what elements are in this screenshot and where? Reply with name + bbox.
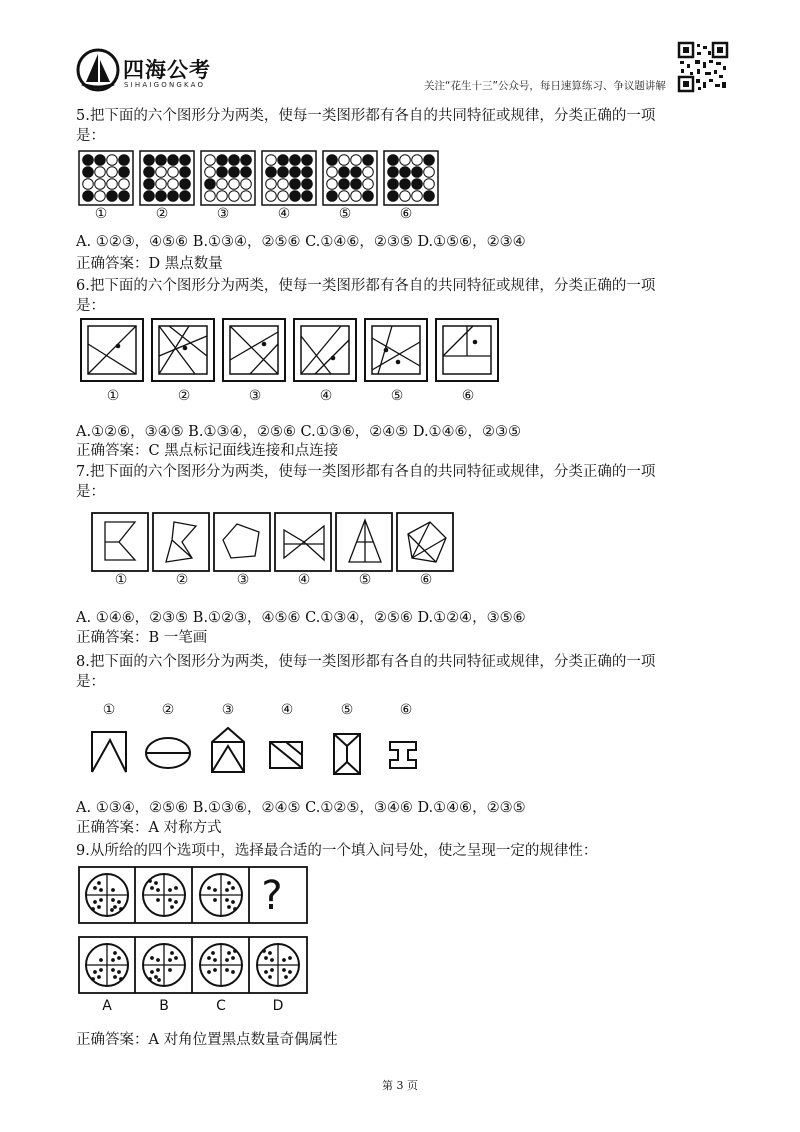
- q9-dot: [264, 956, 268, 960]
- q7-stem-cont: 是：: [76, 484, 105, 500]
- figure-label: ②: [177, 388, 191, 404]
- q9-dot: [268, 975, 272, 979]
- q6-dot: [473, 340, 478, 345]
- q5-figure: [140, 151, 194, 205]
- q6-dot: [183, 346, 188, 351]
- figure-label: ③: [236, 572, 250, 588]
- q5-dot: [412, 167, 423, 178]
- q9-dot: [207, 970, 211, 974]
- q7-frame: [214, 513, 270, 571]
- q9-dot: [231, 900, 235, 904]
- q6-options: A.①②⑥，③④⑤ B.①③④，②⑤⑥ C.①③⑥，②④⑤ D.①④⑥，②③⑤: [76, 424, 522, 440]
- q9-dot: [231, 970, 235, 974]
- q6-stem: 6.把下面的六个图形分为两类，使每一类图形都有各自的共同特征或规律，分类正确的一项: [76, 278, 656, 294]
- q9-dot: [233, 907, 237, 911]
- q5-dot: [400, 155, 411, 166]
- q6-dot: [396, 360, 401, 365]
- q5-dot: [302, 179, 313, 190]
- q9-dot: [113, 951, 117, 955]
- q9-dot: [225, 898, 229, 902]
- q5-dot: [119, 179, 130, 190]
- q9-dot: [93, 900, 97, 904]
- q9-dot: [270, 968, 274, 972]
- q9-dot: [231, 956, 235, 960]
- qr-code-icon: [678, 42, 728, 92]
- q9-dot: [150, 886, 154, 890]
- q9-dot: [174, 956, 178, 960]
- q5-dot: [363, 167, 374, 178]
- q5-dot: [241, 155, 252, 166]
- figure-label: ②: [175, 572, 189, 588]
- q5-dot: [241, 191, 252, 202]
- q9-option-figure: [86, 944, 128, 986]
- q5-dot: [388, 155, 399, 166]
- q5-options: A. ①②③，④⑤⑥ B.①③④，②⑤⑥ C.①④⑥，②③⑤ D.①⑤⑥，②③④: [76, 234, 526, 250]
- q6-dot: [384, 348, 389, 353]
- q6-answer: 正确答案：C 黑点标记面线连接和点连接: [76, 443, 339, 459]
- q5-dot: [266, 155, 277, 166]
- q5-dot: [229, 155, 240, 166]
- q8-shape: [270, 742, 302, 768]
- q5-dot: [339, 167, 350, 178]
- q5-figure: [79, 151, 133, 205]
- figure-label: ①: [94, 206, 108, 222]
- q5-answer: 正确答案：D 黑点数量: [76, 256, 223, 272]
- q5-dot: [95, 167, 106, 178]
- figure-label: ④: [277, 206, 291, 222]
- q6-dot: [262, 342, 267, 347]
- q5-dot: [351, 191, 362, 202]
- figure-label: ①: [102, 702, 116, 718]
- q5-dot: [266, 179, 277, 190]
- q5-dot: [241, 167, 252, 178]
- q7-figure: [397, 513, 453, 571]
- q5-stem-cont: 是：: [76, 128, 105, 144]
- q5-dot: [278, 191, 289, 202]
- q9-dot: [264, 970, 268, 974]
- figure-label: ④: [280, 702, 294, 718]
- q9-dot: [156, 958, 160, 962]
- sailboat-logo-icon: [76, 48, 120, 92]
- q5-dot: [168, 155, 179, 166]
- q5-dot: [400, 191, 411, 202]
- q8-shape: [390, 742, 416, 768]
- q5-figure: [201, 151, 255, 205]
- q9-dot: [168, 968, 172, 972]
- figure-label: ③: [216, 206, 230, 222]
- q5-dot: [144, 179, 155, 190]
- q5-dot: [412, 179, 423, 190]
- q6-dot: [116, 344, 121, 349]
- q9-dot: [156, 888, 160, 892]
- q9-dot: [113, 905, 117, 909]
- q5-stem: 5.把下面的六个图形分为两类，使每一类图形都有各自的共同特征或规律，分类正确的一项: [76, 108, 656, 124]
- q5-dot: [278, 179, 289, 190]
- q5-dot: [363, 155, 374, 166]
- q5-dot: [400, 167, 411, 178]
- q7-frame: [153, 513, 209, 571]
- q5-dot: [302, 155, 313, 166]
- q9-dot: [213, 888, 217, 892]
- q6-dot: [331, 356, 336, 361]
- q9-dot: [93, 970, 97, 974]
- q9-choice-label: C: [216, 998, 226, 1014]
- q9-dot: [111, 888, 115, 892]
- q8-stem-cont: 是：: [76, 674, 105, 690]
- q5-dot: [351, 167, 362, 178]
- q5-dot: [327, 167, 338, 178]
- figure-label: ①: [114, 572, 128, 588]
- figure-label: ⑤: [358, 572, 372, 588]
- q8-figure: [334, 734, 360, 774]
- q9-dot: [227, 881, 231, 885]
- logo-subtitle: SIHAIGONGKAO: [124, 81, 206, 89]
- q9-dot: [113, 975, 117, 979]
- q9-dot: [150, 970, 154, 974]
- figure-label: ⑥: [399, 702, 413, 718]
- figure-label: ⑤: [390, 388, 404, 404]
- q9-dot: [91, 977, 95, 981]
- q9-option-figure: [200, 944, 242, 986]
- q9-dot: [111, 898, 115, 902]
- q9-dot: [111, 958, 115, 962]
- q9-dot: [117, 970, 121, 974]
- q6-outer-frame: [365, 319, 427, 381]
- q5-dot: [107, 167, 118, 178]
- q5-dot: [278, 155, 289, 166]
- q6-stem-cont: 是：: [76, 298, 105, 314]
- q5-dot: [217, 179, 228, 190]
- q5-dot: [339, 191, 350, 202]
- q9-dot: [156, 898, 160, 902]
- q5-dot: [180, 179, 191, 190]
- q9-dot: [213, 968, 217, 972]
- q5-dot: [241, 179, 252, 190]
- q5-dot: [168, 167, 179, 178]
- q9-dot: [170, 905, 174, 909]
- q5-dot: [229, 191, 240, 202]
- q6-figure: [436, 319, 498, 381]
- q7-figure: [336, 513, 392, 571]
- q5-dot: [339, 155, 350, 166]
- q5-dot: [388, 179, 399, 190]
- q9-choice-label: D: [272, 998, 284, 1014]
- q9-dot: [170, 951, 174, 955]
- q9-dot: [207, 956, 211, 960]
- q9-option-figure: [143, 944, 185, 986]
- q9-dot: [282, 958, 286, 962]
- figure-label: ⑥: [419, 572, 433, 588]
- q7-figure: [214, 513, 270, 571]
- q7-figure: [275, 513, 331, 571]
- q9-dot: [168, 888, 172, 892]
- q5-dot: [205, 155, 216, 166]
- q9-dot: [119, 977, 123, 981]
- q5-dot: [290, 191, 301, 202]
- q9-dot: [148, 977, 152, 981]
- q9-dot: [110, 908, 114, 912]
- q9-dot: [97, 975, 101, 979]
- q9-dot: [227, 951, 231, 955]
- q5-dot: [351, 155, 362, 166]
- q8-figures: [90, 728, 450, 778]
- q9-dot: [288, 956, 292, 960]
- q5-dot: [119, 167, 130, 178]
- q5-dot: [412, 155, 423, 166]
- q5-dot: [95, 191, 106, 202]
- q9-dot: [213, 898, 217, 902]
- q5-dot: [156, 167, 167, 178]
- q9-dot: [117, 900, 121, 904]
- figure-label: ⑥: [399, 206, 413, 222]
- q6-figure: [294, 319, 356, 381]
- q7-figure: [153, 513, 209, 571]
- q9-dot: [211, 951, 215, 955]
- q9-dot: [154, 975, 158, 979]
- q9-stem: 9.从所给的四个选项中，选择最合适的一个填入问号处，使之呈现一定的规律性：: [76, 843, 598, 859]
- q5-dot: [327, 191, 338, 202]
- q9-dot: [156, 968, 160, 972]
- page-number: 第 3 页: [382, 1079, 418, 1092]
- q6-figure: [365, 319, 427, 381]
- q5-dot: [424, 179, 435, 190]
- q9-dot: [150, 956, 154, 960]
- q9-dot: [99, 958, 103, 962]
- q7-options: A. ①④⑥，②③⑤ B.①②③，④⑤⑥ C.①③④，②⑤⑥ D.①②④，③⑤⑥: [76, 610, 526, 626]
- q5-dot: [205, 167, 216, 178]
- q5-dot: [424, 167, 435, 178]
- figure-label: ②: [161, 702, 175, 718]
- q9-dot: [174, 900, 178, 904]
- header-tagline: 关注“花生十三”公众号，每日速算练习、争议题讲解: [424, 80, 666, 92]
- q9-dot: [284, 975, 288, 979]
- q5-dot: [156, 191, 167, 202]
- q7-answer: 正确答案：B 一笔画: [76, 630, 208, 646]
- q9-dot: [174, 886, 178, 890]
- q5-dot: [180, 191, 191, 202]
- q5-dot: [168, 191, 179, 202]
- q9-figure: [143, 874, 185, 916]
- q5-figure: [323, 151, 377, 205]
- q9-choice-label: A: [102, 998, 112, 1014]
- q5-dot: [424, 191, 435, 202]
- q9-dot: [268, 951, 272, 955]
- q9-dot: [231, 886, 235, 890]
- q9-dot: [270, 958, 274, 962]
- q8-figure: [390, 742, 416, 768]
- q5-dot: [144, 155, 155, 166]
- figure-label: ⑥: [461, 388, 475, 404]
- q9-dot: [233, 949, 237, 953]
- q6-figure: [223, 319, 285, 381]
- q9-dot: [99, 898, 103, 902]
- q5-dot: [302, 191, 313, 202]
- q5-figures: [78, 150, 438, 210]
- q5-dot: [339, 179, 350, 190]
- q5-dot: [83, 155, 94, 166]
- q9-dot: [157, 978, 161, 982]
- q9-dot: [213, 958, 217, 962]
- q5-dot: [388, 167, 399, 178]
- q8-shape: [212, 728, 244, 772]
- q5-dot: [119, 155, 130, 166]
- q5-dot: [180, 155, 191, 166]
- q5-dot: [217, 167, 228, 178]
- q5-dot: [412, 191, 423, 202]
- q5-dot: [217, 191, 228, 202]
- figure-label: ⑤: [340, 702, 354, 718]
- header: [0, 0, 800, 100]
- q7-figures: [91, 512, 461, 578]
- q9-dot: [117, 956, 121, 960]
- q8-stem: 8.把下面的六个图形分为两类，使每一类图形都有各自的共同特征或规律，分类正确的一项: [76, 654, 656, 670]
- q5-dot: [327, 155, 338, 166]
- q5-dot: [229, 179, 240, 190]
- q5-dot: [278, 167, 289, 178]
- q8-figure: [92, 732, 126, 772]
- q5-dot: [95, 179, 106, 190]
- q5-dot: [290, 167, 301, 178]
- q9-dot: [93, 886, 97, 890]
- q5-dot: [144, 167, 155, 178]
- q9-figure: [86, 874, 128, 916]
- q5-dot: [363, 179, 374, 190]
- figure-label: ④: [297, 572, 311, 588]
- figure-label: ④: [319, 388, 333, 404]
- q5-dot: [95, 155, 106, 166]
- q5-dot: [266, 167, 277, 178]
- q5-figure: [384, 151, 438, 205]
- q5-dot: [290, 179, 301, 190]
- q5-dot: [290, 155, 301, 166]
- q9-dot: [225, 968, 229, 972]
- q9-dot: [154, 881, 158, 885]
- q5-dot: [388, 191, 399, 202]
- figure-label: ③: [221, 702, 235, 718]
- q9-dot: [148, 879, 152, 883]
- q9-dot: [99, 968, 103, 972]
- q5-dot: [217, 155, 228, 166]
- q9-dot: [227, 905, 231, 909]
- q5-dot: [168, 179, 179, 190]
- q9-dot: [91, 907, 95, 911]
- q5-dot: [327, 179, 338, 190]
- q9-dot: [207, 886, 211, 890]
- q5-dot: [156, 155, 167, 166]
- q9-choice-label: B: [159, 998, 169, 1014]
- q9-dot: [288, 970, 292, 974]
- q9-dot: [168, 898, 172, 902]
- q8-figure: [212, 728, 244, 772]
- q5-dot: [363, 191, 374, 202]
- q5-dot: [180, 167, 191, 178]
- q5-dot: [119, 191, 130, 202]
- q5-dot: [156, 179, 167, 190]
- q5-dot: [205, 191, 216, 202]
- q9-dot: [225, 958, 229, 962]
- q9-question-mark: ?: [261, 873, 283, 919]
- q5-dot: [400, 179, 411, 190]
- q9-dot: [111, 968, 115, 972]
- q5-dot: [229, 167, 240, 178]
- q9-dot: [99, 888, 103, 892]
- q5-dot: [144, 191, 155, 202]
- q8-figure: [146, 738, 190, 768]
- q5-dot: [351, 179, 362, 190]
- q6-figure: [81, 319, 143, 381]
- logo-name: 四海公考: [123, 58, 211, 82]
- q7-stem: 7.把下面的六个图形分为两类，使每一类图形都有各自的共同特征或规律，分类正确的一项: [76, 464, 656, 480]
- q5-dot: [424, 155, 435, 166]
- q9-dot: [282, 968, 286, 972]
- q5-dot: [83, 167, 94, 178]
- figure-label: ②: [155, 206, 169, 222]
- q5-dot: [83, 179, 94, 190]
- q9-dot: [225, 888, 229, 892]
- q9-options: [78, 936, 308, 996]
- q9-answer: 正确答案：A 对角位置黑点数量奇偶属性: [76, 1032, 338, 1048]
- q5-dot: [205, 179, 216, 190]
- q5-dot: [107, 155, 118, 166]
- q5-dot: [107, 191, 118, 202]
- q9-dot: [119, 907, 123, 911]
- q9-dot: [262, 949, 266, 953]
- q9-option-figure: [257, 944, 299, 986]
- q5-dot: [107, 179, 118, 190]
- q8-shape: [334, 734, 360, 774]
- q8-shape: [92, 732, 126, 772]
- figure-label: ①: [106, 388, 120, 404]
- q9-figure: [200, 874, 242, 916]
- q7-figure: [92, 513, 148, 571]
- q5-dot: [302, 167, 313, 178]
- q8-answer: 正确答案：A 对称方式: [76, 820, 222, 836]
- q6-figure: [152, 319, 214, 381]
- q5-figure: [262, 151, 316, 205]
- q9-dot: [97, 905, 101, 909]
- q6-figures: [80, 318, 510, 388]
- figure-label: ⑤: [338, 206, 352, 222]
- q8-options: A. ①③④，②⑤⑥ B.①③⑥，②④⑤ C.①②⑤，③④⑥ D.①④⑥，②③⑤: [76, 800, 526, 816]
- q5-dot: [83, 191, 94, 202]
- q5-dot: [266, 191, 277, 202]
- q8-figure: [270, 742, 302, 768]
- q9-dot: [97, 881, 101, 885]
- q9-dot: [168, 958, 172, 962]
- figure-label: ③: [248, 388, 262, 404]
